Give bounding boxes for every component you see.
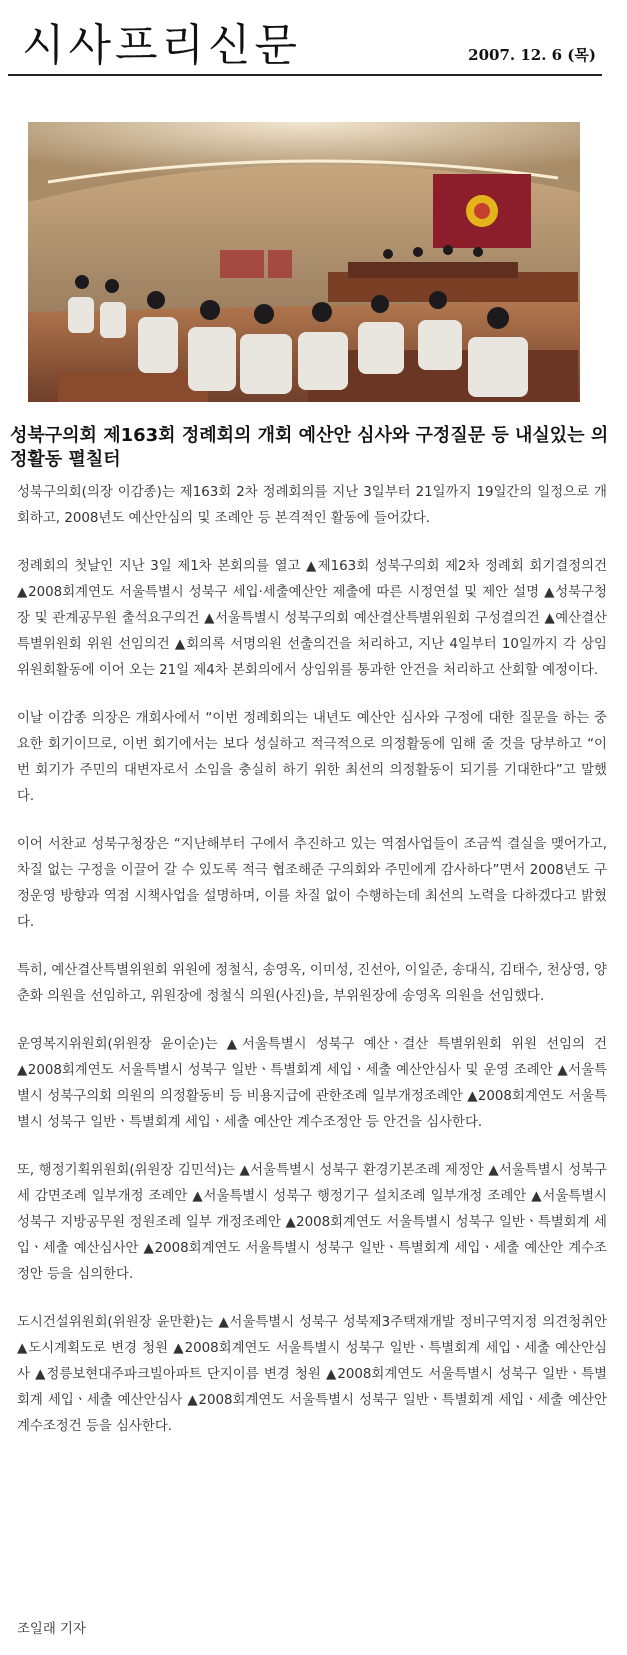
masthead xyxy=(8,14,602,76)
article-paragraph: 또, 행정기획위원회(위원장 김민석)는 ▲서울특별시 성북구 환경기본조례 제정안 ▲서울특별시 성북구세 감면조례 일부개정 조례안 ▲서울특별시 성북구 행정기구 설치조례 일부개정 조례안 ▲서울특별시 성북구 지방공무원 정원조례 일부 개정조례안 ▲2008회계연도 서울특별시 성북구 일반ㆍ특별회계 세입ㆍ세출 예산심사안 ▲2008회계연도 서울특별시 성북구 일반ㆍ특별회계 세입ㆍ세출 예산안 계수조정안 등을 심의한다. xyxy=(17,1163,607,1282)
masthead-divider xyxy=(8,74,602,76)
article-paragraph: 이날 이감종 의장은 개회사에서 “이번 정례회의는 내년도 예산안 심사와 구정에 대한 질문을 하는 중요한 회기이므로, 이번 회기에서는 보다 성실하고 적극적으로 의정활동에 임해 줄 것을 당부하고 “이번 회기가 주민의 대변자로서 소임을 충실히 하기 위한 최선의 의정활동이 되기를 기대한다”고 말했다. xyxy=(17,711,607,804)
article-paragraph: 도시건설위원회(위원장 윤만환)는 ▲서울특별시 성북구 성북제3주택재개발 정비구역지정 의견청취안 ▲도시계획도로 변경 청원 ▲2008회계연도 서울특별시 성북구 일반ㆍ특별회계 세입ㆍ세출 예산안심사 ▲정릉보현대주파크빌아파트 단지이름 변경 청원 ▲2008회계연도 서울특별시 성북구 일반ㆍ특별회계 세입ㆍ세출 예산안심사 ▲2008회계연도 서울특별시 성북구 일반ㆍ특별회계 세입ㆍ세출 예산안 계수조정건 등을 심사한다. xyxy=(17,1315,607,1434)
article-paragraph: 특히, 예산결산특별위원회 위원에 정철식, 송영옥, 이미성, 진선아, 이일준, 송대식, 김태수, 천상영, 양춘화 의원을 선임하고, 위원장에 정철식 의원(사진)을, 부위원장에 송영옥 의원을 선임했다. xyxy=(17,963,607,1004)
reporter-byline: 조일래 기자 xyxy=(17,1622,86,1637)
article-paragraph: 운영복지위원회(위원장 윤이순)는 ▲서울특별시 성북구 예산ㆍ결산 특별위원회 위원 선임의 건 ▲2008회계연도 서울특별시 성북구 일반ㆍ특별회계 세입ㆍ세출 예산안심사 및 운영 조례안 ▲서울특별시 성북구의회 의원의 의정활동비 등 비용지급에 관한조례 일부개정조례안 ▲2008회계연도 서울특별시 성북구 일반ㆍ특별회계 세입ㆍ세출 예산안 계수조정안 등 안건을 심사한다. xyxy=(17,1037,607,1130)
paper-name: 시사프리신문 xyxy=(22,20,302,71)
publication-date: 2007. 12. 6 (목) xyxy=(468,46,596,64)
article-paragraph: 성북구의회(의장 이감종)는 제163회 2차 정례회의를 지난 3일부터 21일까지 19일간의 일정으로 개회하고, 2008년도 예산안심의 및 조례안 등 본격적인 활동에 들어갔다. xyxy=(17,485,607,526)
article-paragraph: 정례회의 첫날인 지난 3일 제1차 본회의를 열고 ▲제163회 성북구의회 제2차 정례회 회기결정의건 ▲2008회계연도 서울특별시 성북구 세입·세출예산안 제출에 따른 시정연설 및 제안 설명 ▲성북구청장 및 관계공무원 출석요구의건 ▲서울특별시 성북구의회 예산결산특별위원회 구성결의건 ▲예산결산특별위원회 위원 선임의건 ▲회의록 서명의원 선출의건을 처리하고, 지난 4일부터 10일까지 각 상임위원회활동에 이어 오는 21일 제4차 본회의에서 상임위를 통과한 안건을 처리하고 산회할 예정이다. xyxy=(17,559,607,678)
article-paragraph: 이어 서찬교 성북구청장은 “지난해부터 구에서 추진하고 있는 역점사업들이 조금씩 결실을 맺어가고, 차질 없는 구정을 이끌어 갈 수 있도록 적극 협조해준 구의회와 주민에게 감사하다”면서 2008년도 구정운영 방향과 역점 시책사업을 설명하며, 이를 차질 없이 수행하는데 최선의 노력을 다하겠다고 밝혔다. xyxy=(17,837,607,930)
council-chamber-photo xyxy=(28,122,580,402)
article-body xyxy=(17,480,607,1462)
article-headline: 성북구의회 제163회 정례회의 개회 예산안 심사와 구정질문 등 내실있는 의정활동 펼칠터 xyxy=(10,425,609,470)
